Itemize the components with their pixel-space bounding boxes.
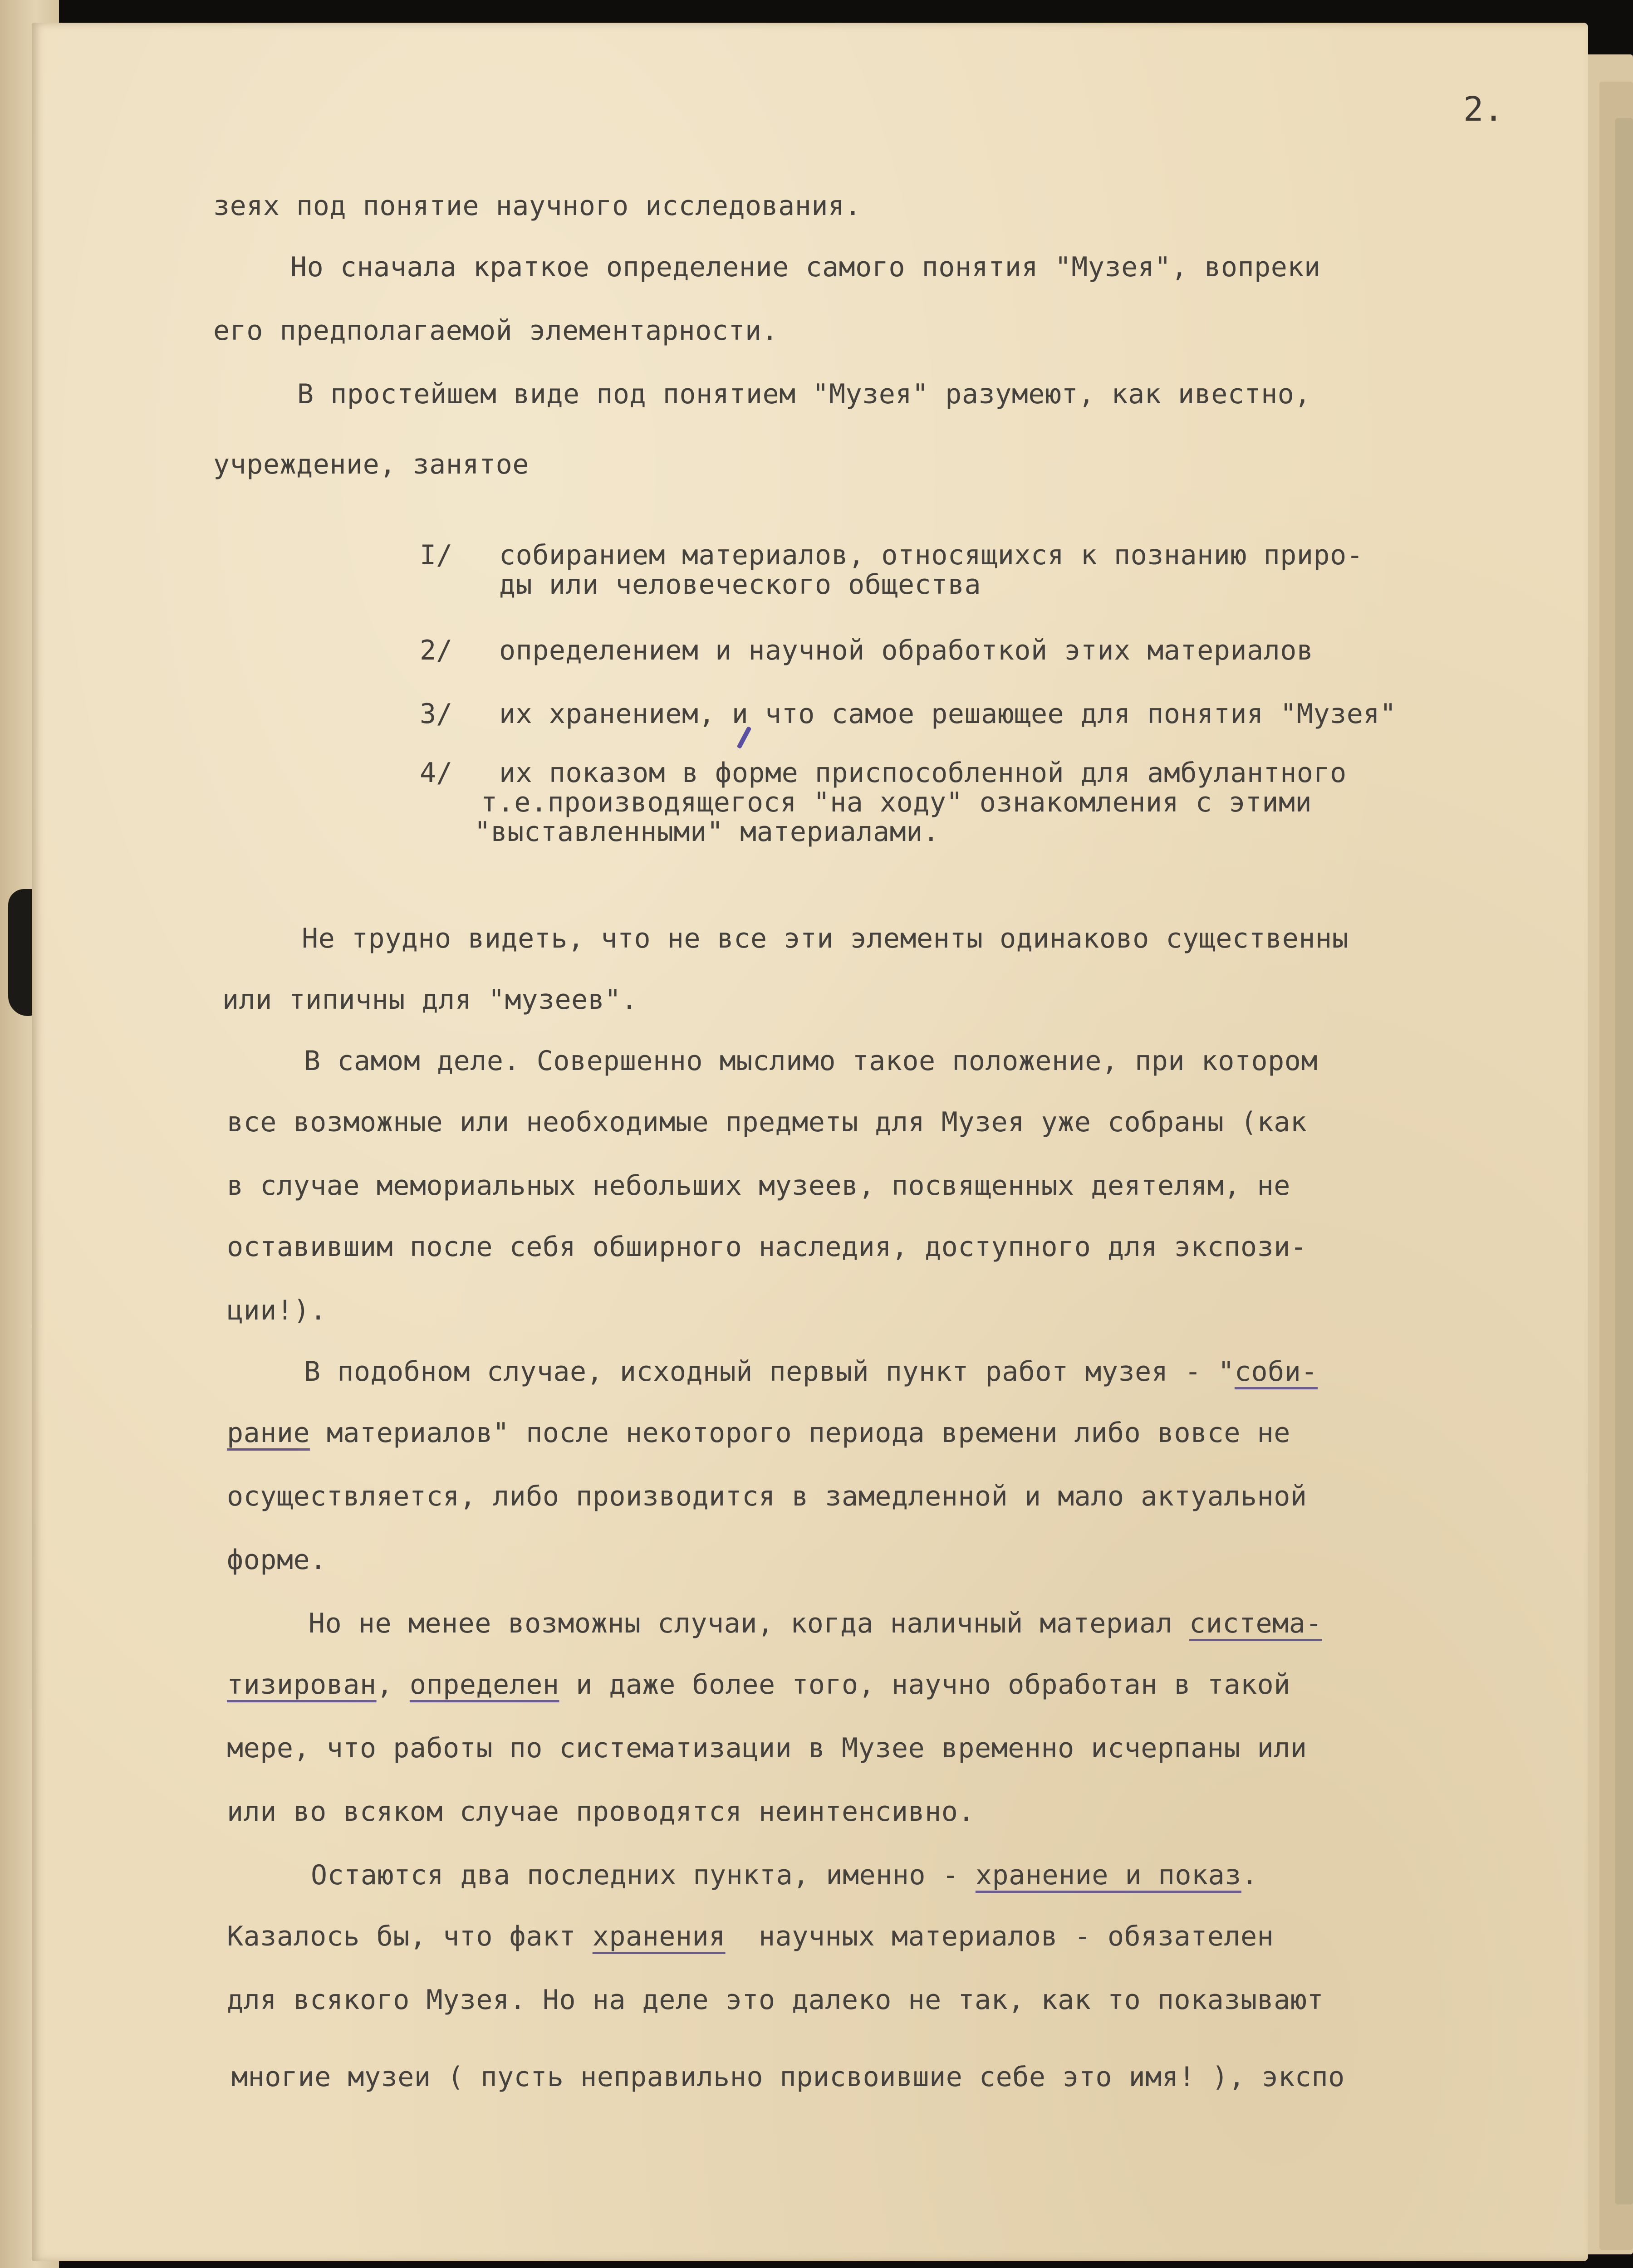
text-line: мере, что работы по систематизации в Музее временно исчерпаны или [227,1732,1307,1764]
text-line: его предполагаемой элементарности. [213,315,779,347]
underlined-text: рание [227,1417,310,1449]
text-span: научных материалов - обязателен [725,1921,1274,1952]
text-line: В простейшем виде под понятием "Музея" разумеют, как ивестно, [297,378,1311,410]
list-number: 4/ [420,757,453,789]
underlying-page [1615,118,1633,2204]
text-line [227,1921,1274,1952]
text-span: . [1241,1859,1258,1891]
list-number: I/ [420,539,453,571]
text-line [311,1860,1258,1891]
text-line: Не трудно видеть, что не все эти элементы одинаково существенны [302,923,1349,954]
page-number: 2. [1463,90,1504,129]
text-line: осуществляется, либо производится в замедленной и мало актуальной [227,1481,1307,1512]
list-item-line: их хранением, и что самое решающее для понятия "Музея" [499,698,1397,730]
text-line: все возможные или необходимые предметы для Музея уже собраны (как [227,1106,1307,1138]
list-item-line: их показом в форме приспособленной для амбулантного [499,757,1347,789]
text-span: Казалось бы, что факт [227,1921,593,1952]
underlined-text: хранения [592,1921,726,1952]
text-line: или типичны для "музеев". [222,984,638,1016]
text-line [227,1669,1290,1701]
list-item-line: т.е.производящегося "на ходу" ознакомления с этими [481,787,1312,818]
text-line: В самом деле. Совершенно мыслимо такое положение, при котором [304,1045,1318,1077]
list-item-line: определением и научной обработкой этих материалов [499,635,1314,666]
text-line: учреждение, занятое [213,449,529,480]
text-line: или во всяком случае проводятся неинтенсивно. [227,1796,975,1828]
text-line: Но сначала краткое определение самого понятия "Музея", вопреки [290,251,1321,283]
text-line: оставившим после себя обширного наследия, доступного для экспози- [227,1231,1307,1263]
text-span: В подобном случае, исходный первый пункт работ музея - " [304,1356,1235,1388]
text-line [304,1356,1318,1388]
text-line: для всякого Музея. Но на деле это далеко не так, как то показывают [227,1984,1324,2016]
text-line: форме. [227,1544,327,1576]
underlined-text: соби- [1234,1356,1318,1388]
underlined-text: хранение и показ [975,1859,1241,1891]
text-line: ции!). [227,1295,327,1326]
list-item-line: ды или человеческого общества [499,569,981,601]
text-line [309,1608,1322,1639]
text-span: Остаются два последних пункта, именно - [311,1859,976,1891]
list-number: 2/ [420,635,453,666]
text-line: в случае мемориальных небольших музеев, посвященных деятелям, не [227,1170,1290,1202]
list-item-line: "выставленными" материалами. [474,816,940,848]
list-number: 3/ [420,698,453,730]
list-item-line: собиранием материалов, относящихся к познанию приро- [499,539,1363,571]
text-span: , [376,1669,410,1701]
underlined-text: система- [1189,1608,1323,1639]
text-line [227,1418,1290,1449]
text-span: материалов" после некоторого периода времени либо вовсе не [310,1417,1290,1449]
text-line: многие музеи ( пусть неправильно присвоившие себе это имя! ), экспо [231,2061,1345,2093]
text-span: и даже более того, научно обработан в такой [559,1669,1290,1701]
text-span: Но не менее возможны случаи, когда наличный материал [309,1608,1190,1639]
underlined-text: определен [409,1669,559,1701]
text-line: зеях под понятие научного исследования. [213,190,862,222]
underlined-text: тизирован [227,1669,377,1701]
